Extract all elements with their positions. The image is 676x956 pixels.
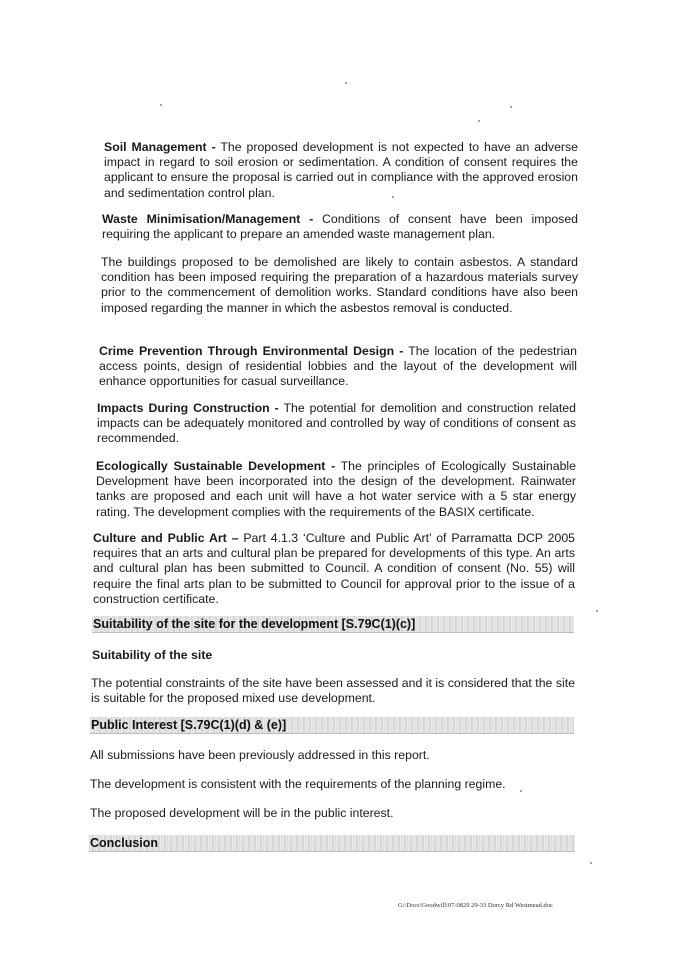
public-interest-text-1: All submissions have been previously addressed in this report.: [90, 748, 430, 762]
scan-speck: [345, 82, 347, 84]
crime-prevention-paragraph: [99, 344, 577, 390]
public-interest-line-2: [90, 777, 570, 792]
soil-management-paragraph: [104, 140, 578, 201]
suitability-heading: Suitability of the site for the development [S.79C(1)(c)]: [93, 617, 416, 631]
scan-speck: [590, 862, 592, 864]
scan-speck: [160, 104, 162, 106]
public-interest-line-1: [90, 748, 570, 763]
crime-prevention-label: Crime Prevention Through Environmental Design -: [99, 344, 404, 358]
esd-text: The principles of Ecologically Sustainable Development have been incorporated into the design of the development. Rainwater tanks are proposed and each unit will have a hot water service with a 5 star energy rating. The development complies with the requirements of the BASIX certificate.: [96, 459, 576, 519]
public-interest-text-3: The proposed development will be in the public interest.: [90, 806, 394, 820]
impacts-paragraph: [97, 401, 576, 447]
impacts-label: Impacts During Construction -: [97, 401, 279, 415]
culture-text: Part 4.1.3 ‘Culture and Public Art’ of Parramatta DCP 2005 requires that an arts and cultural plan be prepared for developments of this type. An arts and cultural plan has been submitted to Council. A condition of consent (No. 55) will require the final arts plan to be submitted to Council for approval prior to the issue of a construction certificate.: [93, 531, 575, 606]
waste-paragraph: [102, 212, 578, 242]
public-interest-heading: Public Interest [S.79C(1)(d) & (e)]: [91, 718, 287, 732]
public-interest-text-2: The development is consistent with the requirements of the planning regime.: [90, 777, 506, 791]
waste-text: Conditions of consent have been imposed requiring the applicant to prepare an amended waste management plan.: [102, 212, 579, 242]
crime-prevention-text: The location of the pedestrian access points, design of residential lobbies and the layout of the development will enhance opportunities for casual surveillance.: [99, 344, 577, 389]
asbestos-text: The buildings proposed to be demolished are likely to contain asbestos. A standard condition has been imposed requiring the preparation of a hazardous materials survey prior to the commencement of demolition works. Standard conditions have also been imposed regarding the manner in which the asbestos removal is conducted.: [101, 255, 578, 315]
suitability-subheading: Suitability of the site: [92, 648, 213, 662]
suitability-text: The potential constraints of the site have been assessed and it is considered that the site is suitable for the proposed mixed use development.: [91, 676, 575, 706]
waste-label: Waste Minimisation/Management -: [102, 212, 314, 226]
esd-label: Ecologically Sustainable Development -: [96, 459, 336, 473]
culture-label: Culture and Public Art –: [93, 531, 239, 545]
conclusion-heading-bar: [89, 835, 575, 852]
asbestos-paragraph: [101, 255, 578, 316]
esd-paragraph: [96, 459, 576, 520]
public-interest-line-3: [90, 806, 570, 821]
scan-speck: [478, 120, 480, 122]
scan-speck: [510, 106, 512, 108]
impacts-text: The potential for demolition and construction related impacts can be adequately monitored and controlled by way of conditions of consent as recommended.: [97, 401, 576, 446]
soil-management-label: Soil Management -: [104, 140, 216, 154]
culture-paragraph: [93, 531, 575, 607]
scan-speck: [596, 610, 598, 612]
conclusion-heading: Conclusion: [90, 836, 159, 850]
file-path-footer: G:\Docs\Goodwill\07-0829 29-33 Dorcy Rd Westmead.doc: [398, 902, 553, 909]
suitability-paragraph: [91, 676, 575, 706]
soil-management-text: The proposed development is not expected to have an adverse impact in regard to soil erosion or sedimentation. A condition of consent requires the applicant to ensure the proposal is carried out in compliance with the approved erosion and sedimentation control plan.: [104, 140, 578, 200]
